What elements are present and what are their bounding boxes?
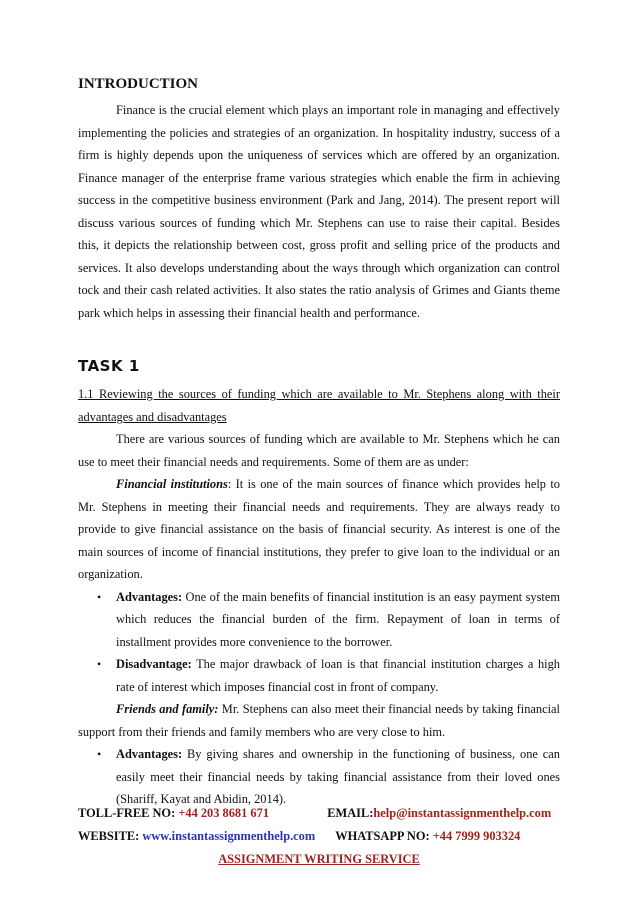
bullet-icon: • — [97, 589, 102, 604]
financial-institutions-text: : It is one of the main sources of finance which provides help to Mr. Stephens in meeting their financial needs and requirements. They are always ready to provide to give financial assistance on the basis of financial security. As interest is one of the main sources of income of financial institutions, they prefer to give loan to the individual or an organization. — [78, 477, 560, 581]
financial-institutions-label: Financial institutions — [116, 477, 228, 491]
email-link[interactable]: help@instantassignmenthelp.com — [373, 806, 552, 820]
service-link[interactable]: ASSIGNMENT WRITING SERVICE — [218, 852, 420, 866]
intro-heading: INTRODUCTION — [78, 76, 199, 92]
whatsapp-number[interactable]: +44 7999 903324 — [432, 829, 521, 843]
list-item — [78, 743, 560, 811]
list-item — [78, 653, 560, 698]
website-link[interactable]: www.instantassignmenthelp.com — [142, 829, 316, 843]
intro-section — [78, 99, 560, 324]
friends-family-list — [78, 743, 560, 811]
list-item — [78, 586, 560, 654]
advantages-text: One of the main benefits of financial institution is an easy payment system which reduces the financial burden of the firm. Repayment of loan in terms of installment provides more convenience to the borrower. — [116, 589, 560, 649]
bullet-icon: • — [97, 657, 102, 671]
friends-family-text: Mr. Stephens can also meet their financial needs by taking financial support from their friends and family members who are very close to him. — [78, 702, 560, 739]
tollfree-label: TOLL-FREE NO: — [78, 806, 176, 820]
friends-family-label: Friends and family: — [116, 702, 219, 716]
disadvantage-text: The major drawback of loan is that financial institution charges a high rate of interest which imposes financial cost in front of company. — [116, 657, 560, 694]
financial-institutions-paragraph — [78, 473, 560, 586]
task-section — [78, 383, 560, 811]
advantages-label: Advantages: — [116, 589, 183, 604]
intro-paragraph: Finance is the crucial element which plays an important role in managing and effectively implementing the policies and strategies of an organization. In hospitality industry, success of a firm is highly depends upon the uniqueness of services which are offered by an organization. Finance manager of the enterprise frame various strategies which enable the firm in achieving success in the competitive business environment (Park and Jang, 2014). The present report will discuss various sources of funding which Mr. Stephens can use to raise their capital. Besides this, it depicts the relationship between cost, gross profit and selling price of the products and services. It also develops understanding about the ways through which organization can control tock and their cash related activities. It also states the ratio analysis of Grimes and Giants theme park which helps in assessing their financial health and performance. — [78, 103, 560, 320]
website-label: WEBSITE: — [78, 829, 140, 843]
task-heading: TASK 1 — [78, 357, 140, 375]
task-paragraph-1: There are various sources of funding which are available to Mr. Stephens which he can use to meet their financial needs and requirements. Some of them are as under: — [78, 432, 560, 469]
email-label: EMAIL: — [327, 806, 374, 820]
advantages-text: By giving shares and ownership in the functioning of business, one can easily meet their financial needs by taking financial assistance from their loved ones (Shariff, Kayat and Abidin, 2014). — [116, 747, 560, 806]
financial-institutions-list — [78, 586, 560, 699]
footer-service — [78, 852, 560, 867]
task-subheading: 1.1 Reviewing the sources of funding which are available to Mr. Stephens along with their advantages and disadvantages — [78, 387, 560, 424]
footer-contact-line-2 — [78, 829, 560, 844]
tollfree-number[interactable]: +44 203 8681 671 — [178, 806, 270, 820]
disadvantage-label: Disadvantage: — [116, 657, 192, 671]
whatsapp-label: WHATSAPP NO: — [335, 829, 430, 843]
advantages-label: Advantages: — [116, 747, 183, 761]
friends-family-paragraph — [78, 698, 560, 743]
footer-contact-line-1 — [78, 806, 560, 821]
bullet-icon: • — [97, 747, 102, 761]
